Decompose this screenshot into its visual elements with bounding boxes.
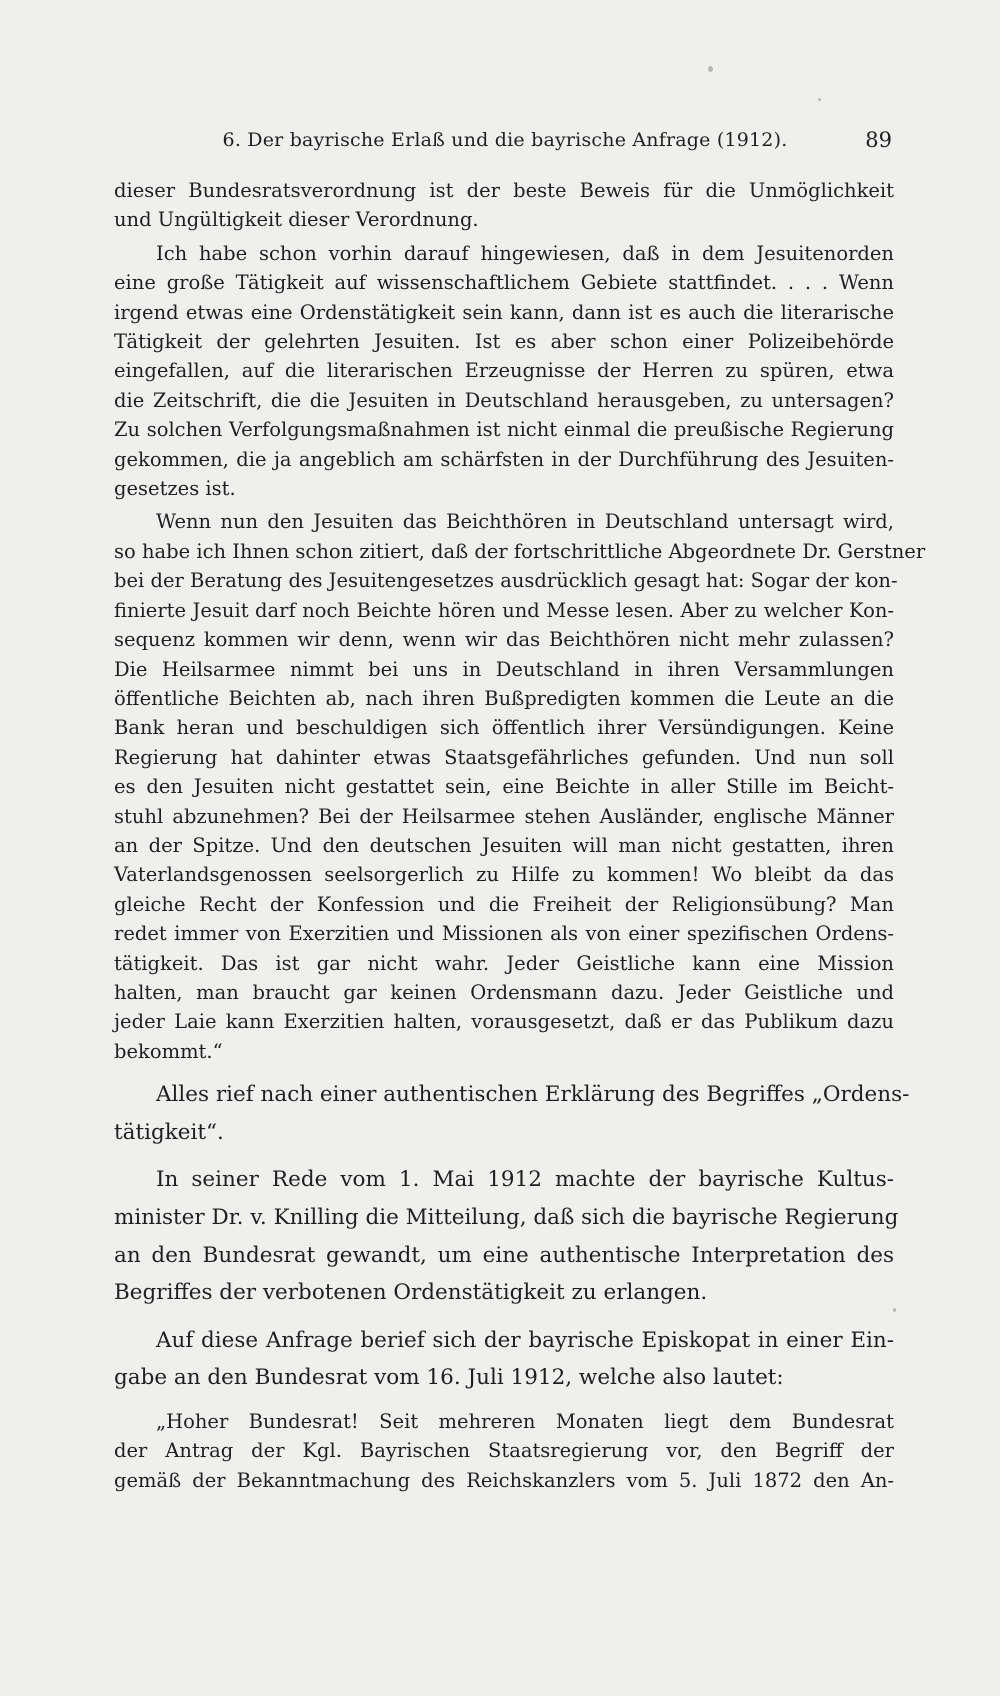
text-line: irgend etwas eine Ordenstätigkeit sein kann, dann ist es auch die literarische — [114, 300, 894, 324]
text-line: In seiner Rede vom 1. Mai 1912 machte der bayrische Kultus- — [156, 1167, 894, 1193]
text-line: gemäß der Bekanntmachung des Reichskanzlers vom 5. Juli 1872 den An- — [114, 1468, 894, 1492]
text-line: Wenn nun den Jesuiten das Beichthören in Deutschland untersagt wird, — [156, 510, 894, 534]
text-line: tätigkeit“. — [114, 1119, 224, 1145]
text-line: und Ungültigkeit dieser Verordnung. — [114, 208, 479, 232]
text-line: an der Spitze. Und den deutschen Jesuiten will man nicht gestatten, ihren — [114, 833, 894, 857]
quoted-paragraph — [114, 239, 894, 504]
text-line: finierte Jesuit darf noch Beichte hören und Messe lesen. Aber zu welcher Kon- — [114, 598, 894, 622]
text-line: halten, man braucht gar keinen Ordensmann dazu. Jeder Geistliche und — [114, 980, 894, 1004]
text-line: an den Bundesrat gewandt, um eine authentische Interpretation des — [114, 1242, 894, 1268]
text-line: minister Dr. v. Knilling die Mitteilung, daß sich die bayrische Regierung — [114, 1204, 899, 1230]
page-number: 89 — [865, 128, 892, 152]
text-line: es den Jesuiten nicht gestattet sein, eine Beichte in aller Stille im Beicht- — [114, 775, 894, 799]
text-line: die Zeitschrift, die die Jesuiten in Deutschland herausgeben, zu untersagen? — [114, 388, 894, 412]
text-line: gabe an den Bundesrat vom 16. Juli 1912, welche also lautet: — [114, 1365, 784, 1391]
text-line: bekommt.“ — [114, 1039, 223, 1063]
text-line: tätigkeit. Das ist gar nicht wahr. Jeder Geistliche kann eine Mission — [114, 951, 894, 975]
text-line: Alles rief nach einer authentischen Erklärung des Begriffes „Ordens- — [156, 1082, 910, 1108]
text-line: redet immer von Exerzitien und Missionen als von einer spezifischen Ordens- — [114, 922, 894, 946]
text-line: gekommen, die ja angeblich am schärfsten in der Durchführung des Jesuiten- — [114, 447, 894, 471]
text-line: Tätigkeit der gelehrten Jesuiten. Ist es aber schon einer Polizeibehörde — [114, 330, 894, 354]
text-line: so habe ich Ihnen schon zitiert, daß der fortschrittliche Abgeordnete Dr. Gerstner — [114, 539, 926, 563]
text-line: der Antrag der Kgl. Bayrischen Staatsregierung vor, den Begriff der — [114, 1439, 894, 1463]
quoted-paragraph — [114, 1407, 894, 1495]
quoted-paragraph — [114, 507, 926, 1066]
text-line: eine große Tätigkeit auf wissenschaftlichem Gebiete stattfindet. . . . Wenn — [114, 271, 894, 295]
text-line: Bank heran und beschuldigen sich öffentlich ihrer Versündigungen. Keine — [114, 716, 894, 740]
text-line: öffentliche Beichten ab, nach ihren Bußpredigten kommen die Leute an die — [114, 686, 894, 710]
text-line: bei der Beratung des Jesuitengesetzes ausdrücklich gesagt hat: Sogar der kon- — [114, 569, 898, 593]
quoted-paragraph — [114, 176, 894, 235]
body-paragraph — [114, 1322, 894, 1397]
text-line: dieser Bundesratsverordnung ist der beste Beweis für die Unmöglichkeit — [114, 179, 894, 202]
text-line: gleiche Recht der Konfession und die Freiheit der Religionsübung? Man — [114, 892, 894, 916]
text-line: Vaterlandsgenossen seelsorgerlich zu Hilfe zu kommen! Wo bleibt da das — [114, 863, 894, 887]
paper-speck — [708, 66, 713, 72]
text-line: Die Heilsarmee nimmt bei uns in Deutschland in ihren Versammlungen — [114, 657, 894, 681]
text-line: jeder Laie kann Exerzitien halten, vorausgesetzt, daß er das Publikum dazu — [114, 1010, 894, 1034]
text-line: sequenz kommen wir denn, wenn wir das Beichthören nicht mehr zulassen? — [114, 628, 894, 652]
text-line: Begriffes der verbotenen Ordenstätigkeit zu erlangen. — [114, 1280, 708, 1306]
text-line: Ich habe schon vorhin darauf hingewiesen, daß in dem Jesuitenorden — [156, 241, 894, 265]
text-line: stuhl abzunehmen? Bei der Heilsarmee stehen Ausländer, englische Männer — [114, 804, 894, 828]
text-line: Auf diese Anfrage berief sich der bayrische Episkopat in einer Ein- — [156, 1327, 894, 1353]
body-text — [114, 176, 926, 1495]
paper-speck — [818, 98, 821, 101]
text-line: gesetzes ist. — [114, 477, 236, 501]
text-line: Zu solchen Verfolgungsmaßnahmen ist nicht einmal die preußische Regierung — [114, 418, 894, 442]
running-title: 6. Der bayrische Erlaß und die bayrische Anfrage (1912). — [222, 129, 788, 151]
body-paragraph — [114, 1076, 910, 1151]
text-line: eingefallen, auf die literarischen Erzeugnisse der Herren zu spüren, etwa — [114, 359, 894, 383]
body-paragraph — [114, 1161, 899, 1311]
text-line: Regierung hat dahinter etwas Staatsgefährliches gefunden. Und nun soll — [114, 745, 894, 769]
text-line: „Hoher Bundesrat! Seit mehreren Monaten liegt dem Bundesrat — [156, 1409, 894, 1433]
running-head — [118, 124, 892, 156]
